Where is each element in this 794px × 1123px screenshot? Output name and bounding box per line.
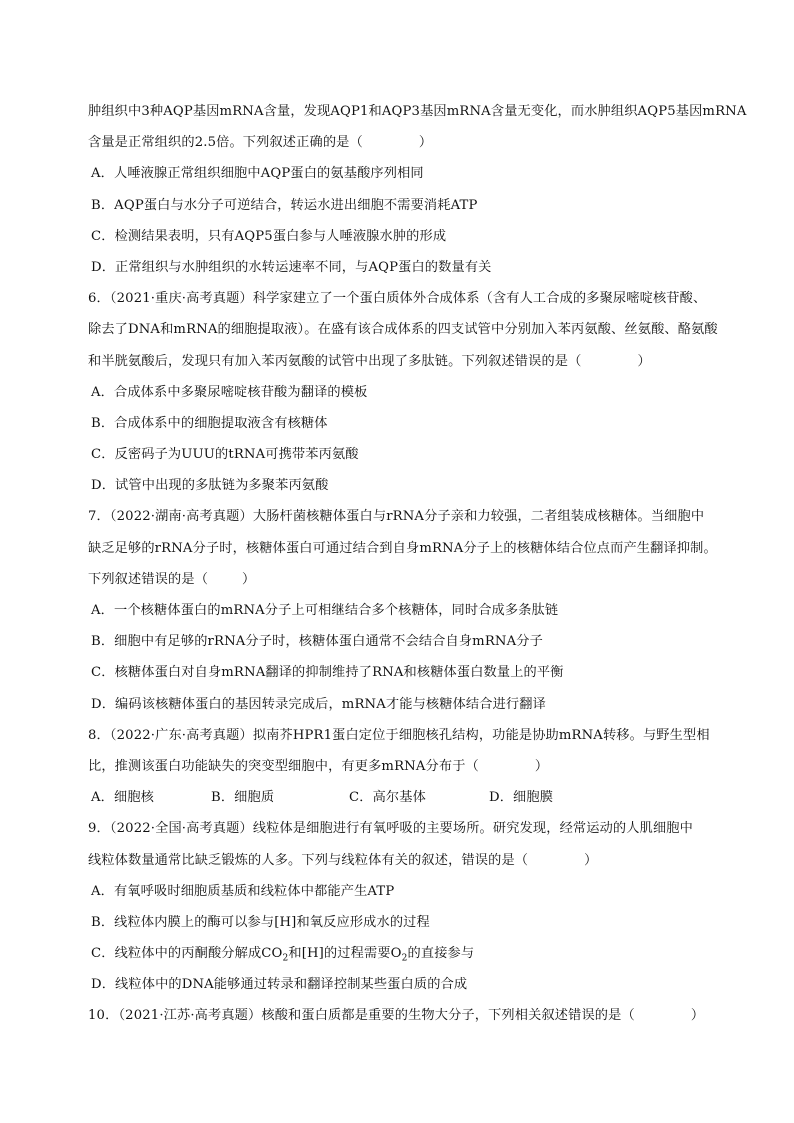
q7-option-a: A．一个核糖体蛋白的mRNA分子上可相继结合多个核糖体，同时合成多条肽链 xyxy=(91,603,559,618)
q9-option-d: D．线粒体中的DNA能够通过转录和翻译控制某些蛋白质的合成 xyxy=(91,977,468,993)
document-page xyxy=(88,96,747,1032)
q7-option-b: B．细胞中有足够的rRNA分子时，核糖体蛋白通常不会结合自身mRNA分子 xyxy=(91,634,543,650)
answer-paren-close: ） xyxy=(690,1008,705,1024)
q8-stem-line-1: 8．（2022·广东·高考真题）拟南芥HPR1蛋白定位于细胞核孔结构，功能是协助mRNA转移。与野生型相 xyxy=(88,727,710,743)
q6-option-b: B．合成体系中的细胞提取液含有核糖体 xyxy=(91,415,328,431)
q5-option-a: A．人唾液腺正常组织细胞中AQP蛋白的氨基酸序列相同 xyxy=(91,166,424,182)
q6-stem-text: 和半胱氨酸后，发现只有加入苯丙氨酸的试管中出现了多肽链。下列叙述错误的是（ xyxy=(88,353,582,369)
subscript: 2 xyxy=(401,953,408,964)
q7-stem-line-1: 7．（2022·湖南·高考真题）大肠杆菌核糖体蛋白与rRNA分子亲和力较强，二者组装成核糖体。当细胞中 xyxy=(88,509,705,525)
q8-option-d: D．细胞膜 xyxy=(489,790,554,806)
q10-stem-line-1 xyxy=(88,1000,728,1031)
q8-option-c: C．高尔基体 xyxy=(349,790,426,806)
answer-paren-close: ） xyxy=(534,758,549,774)
q7-option-c: C．核糖体蛋白对自身mRNA翻译的抑制维持了RNA和核糖体蛋白数量上的平衡 xyxy=(91,665,564,681)
subscript: 2 xyxy=(282,953,289,964)
q9-stem-line-1: 9．（2022·全国·高考真题）线粒体是细胞进行有氧呼吸的主要场所。研究发现，经常运动的人肌细胞中 xyxy=(88,821,693,837)
q5-option-d: D．正常组织与水肿组织的水转运速率不同，与AQP蛋白的数量有关 xyxy=(91,259,492,275)
q6-stem-line-3 xyxy=(88,346,728,377)
q9-option-c xyxy=(88,938,728,969)
q9-stem-text: 线粒体数量通常比缺乏锻炼的人多。下列与线粒体有关的叙述，错误的是（ xyxy=(88,852,529,868)
q7-stem-line-2: 缺乏足够的rRNA分子时，核糖体蛋白可通过结合到自身mRNA分子上的核糖体结合位点而产生翻译抑制。 xyxy=(88,540,717,556)
q6-option-d: D．试管中出现的多肽链为多聚苯丙氨酸 xyxy=(91,478,329,494)
q6-option-a: A．合成体系中多聚尿嘧啶核苷酸为翻译的模板 xyxy=(91,384,368,400)
q6-option-c: C．反密码子为UUU的tRNA可携带苯丙氨酸 xyxy=(91,447,359,463)
q5-option-b: B．AQP蛋白与水分子可逆结合，转运水进出细胞不需要消耗ATP xyxy=(91,197,478,213)
q5-stem-text: 含量是正常组织的2.5倍。下列叙述正确的是（ xyxy=(88,135,363,151)
q8-stem-line-2 xyxy=(88,751,728,782)
q7-option-d: D．编码该核糖体蛋白的基因转录完成后，mRNA才能与核糖体结合进行翻译 xyxy=(91,696,546,712)
answer-paren-close: ） xyxy=(584,852,598,868)
q9-option-b: B．线粒体内膜上的酶可以参与[H]和氧反应形成水的过程 xyxy=(91,914,430,930)
q9-option-c-text-3: 的直接参与 xyxy=(407,946,475,962)
q8-options-row xyxy=(88,782,728,813)
answer-paren-close: ） xyxy=(418,135,433,151)
q10-stem-text: 10．（2021·江苏·高考真题）核酸和蛋白质都是重要的生物大分子，下列相关叙述错误的是（ xyxy=(88,1008,635,1024)
q6-stem-line-1: 6．（2021·重庆·高考真题）科学家建立了一个蛋白质体外合成体系（含有人工合成的多聚尿嘧啶核苷酸、 xyxy=(88,291,707,307)
q8-option-a: A．细胞核 xyxy=(91,790,155,806)
q9-option-c-text-1: C．线粒体中的丙酮酸分解成CO xyxy=(91,946,283,962)
q5-stem-line-1: 肿组织中3种AQP基因mRNA含量，发现AQP1和AQP3基因mRNA含量无变化，而水肿组织AQP5基因mRNA xyxy=(88,104,747,119)
q7-stem-line-3 xyxy=(88,564,728,595)
q8-option-b: B．细胞质 xyxy=(211,790,275,806)
q6-stem-line-2: 除去了DNA和mRNA的细胞提取液）。在盛有该合成体系的四支试管中分别加入苯丙氨酸、丝氨酸、酪氨酸 xyxy=(88,322,718,338)
q9-option-c-text-2: 和[H]的过程需要O xyxy=(288,946,402,962)
q5-option-c: C．检测结果表明，只有AQP5蛋白参与人唾液腺水肿的形成 xyxy=(91,228,447,244)
answer-paren-close: ） xyxy=(637,353,651,369)
answer-paren-close: ） xyxy=(242,571,256,587)
q5-stem-line-2 xyxy=(88,127,728,158)
q8-stem-text: 比，推测该蛋白功能缺失的突变型细胞中，有更多mRNA分布于（ xyxy=(88,758,479,774)
q9-stem-line-2 xyxy=(88,845,728,876)
q9-option-a: A．有氧呼吸时细胞质基质和线粒体中都能产生ATP xyxy=(91,883,395,899)
q7-stem-text: 下列叙述错误的是（ xyxy=(88,571,209,587)
